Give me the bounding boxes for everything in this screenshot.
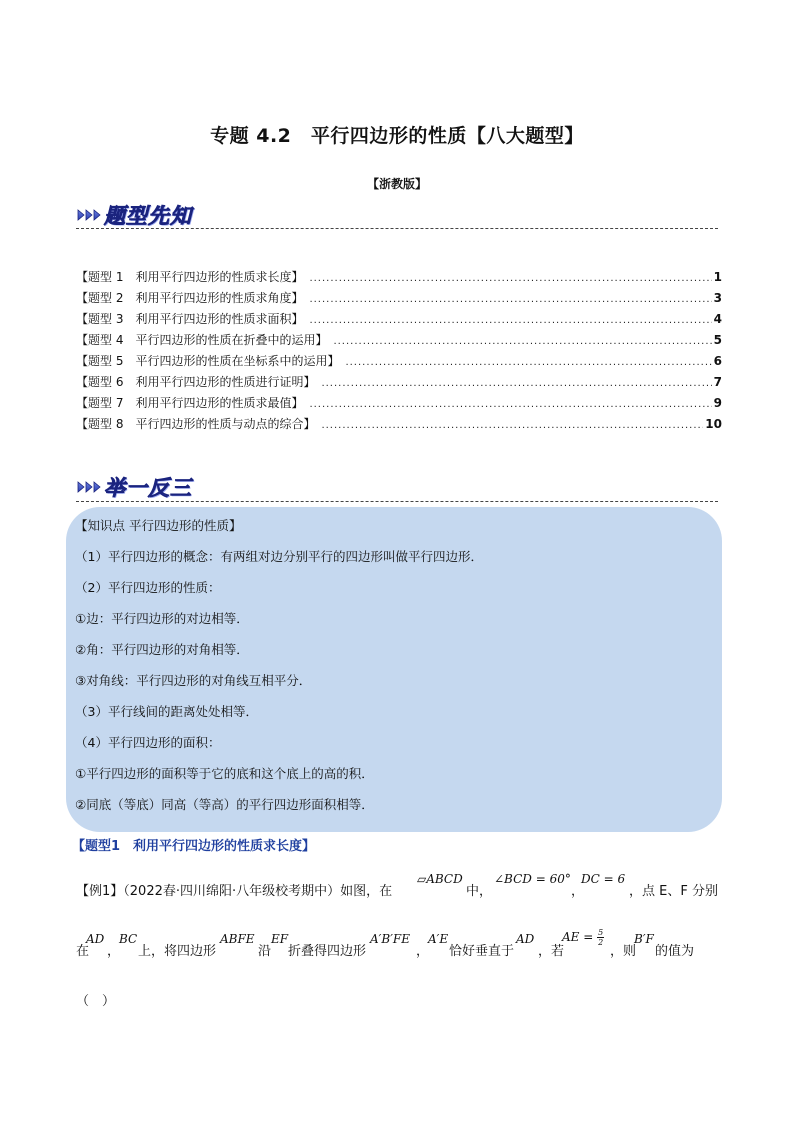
toc-entry[interactable] <box>76 373 722 394</box>
example-text: 沿 <box>258 944 272 959</box>
toc-leader-dots <box>333 336 711 347</box>
knowledge-line: ①边：平行四边形的对边相等． <box>75 611 249 626</box>
toc-leader-dots <box>345 357 711 368</box>
toc-page-number: 3 <box>713 291 722 305</box>
answer-blank: （ ） <box>76 994 116 1009</box>
math-dc: DC = 6 <box>581 872 626 886</box>
banner-title-practice: 举一反三 <box>104 476 192 500</box>
toc-leader-dots <box>309 399 711 410</box>
toc-page-number: 6 <box>713 354 722 368</box>
toc-entry[interactable] <box>76 415 722 436</box>
math-ae-prime: A′E <box>428 932 449 946</box>
knowledge-line: （1）平行四边形的概念：有两组对边分别平行的四边形叫做平行四边形． <box>75 549 483 564</box>
toc-page-number: 7 <box>713 375 722 389</box>
toc-entry-label: 【题型 6 利用平行四边形的性质进行证明】 <box>76 375 316 389</box>
example-text: 上，将四边形 <box>138 944 217 959</box>
divider-preview <box>76 228 718 229</box>
knowledge-line: （2）平行四边形的性质： <box>75 580 221 595</box>
example-text: 折叠得四边形 <box>288 944 367 959</box>
edition-label: 【浙教版】 <box>366 177 427 191</box>
example-line-1 <box>76 870 726 930</box>
fraction-denominator: 2 <box>598 938 604 947</box>
knowledge-line: ②角：平行四边形的对角相等． <box>75 642 249 657</box>
toc-entry-label: 【题型 3 利用平行四边形的性质求面积】 <box>76 312 304 326</box>
section-banner-practice <box>76 472 206 502</box>
example-line-2 <box>76 930 726 990</box>
math-bc: BC <box>119 932 138 946</box>
toc-page-number: 5 <box>713 333 722 347</box>
math-parallelogram: ▱ABCD <box>417 872 463 886</box>
example-text: 的值为 <box>655 944 695 959</box>
toc-entry[interactable] <box>76 394 722 415</box>
fraction <box>597 928 604 947</box>
example-text: ，则 <box>610 944 637 959</box>
math-abfe-prime: A′B′FE <box>370 932 411 946</box>
fraction-numerator: 5 <box>598 928 604 937</box>
knowledge-line: ②同底（等底）同高（等高）的平行四边形面积相等． <box>75 797 374 812</box>
example-text: ， <box>571 884 585 899</box>
knowledge-heading: 【知识点 平行四边形的性质】 <box>75 518 242 533</box>
example-line-3 <box>76 990 726 1020</box>
knowledge-line: ①平行四边形的面积等于它的底和这个底上的高的积． <box>75 766 374 781</box>
example-1 <box>76 870 726 1020</box>
divider-practice <box>76 501 718 502</box>
example-text: ，点 E、F 分别 <box>629 884 718 899</box>
toc-page-number: 9 <box>713 396 722 410</box>
knowledge-line: （4）平行四边形的面积： <box>75 735 221 750</box>
banner-title-preview: 题型先知 <box>104 204 192 228</box>
math-ef: EF <box>271 932 289 946</box>
example-text: 中， <box>466 884 493 899</box>
toc-page-number: 10 <box>705 417 722 431</box>
toc-page-number: 4 <box>713 312 722 326</box>
knowledge-box <box>66 507 722 832</box>
question-type-heading: 【题型1 利用平行四边形的性质求长度】 <box>72 839 316 854</box>
math-abfe: ABFE <box>220 932 255 946</box>
example-text: ，若 <box>538 944 565 959</box>
example-text: 在 <box>76 944 90 959</box>
math-ae <box>562 928 604 947</box>
math-ad: AD <box>86 932 105 946</box>
toc-page-number: 1 <box>713 270 722 284</box>
page-title: 专题 4.2 平行四边形的性质【八大题型】 <box>210 125 584 147</box>
toc-entry[interactable] <box>76 268 722 289</box>
math-ad: AD <box>516 932 535 946</box>
toc-entry-label: 【题型 4 平行四边形的性质在折叠中的运用】 <box>76 333 328 347</box>
toc-leader-dots <box>309 294 711 305</box>
toc-entry-label: 【题型 5 平行四边形的性质在坐标系中的运用】 <box>76 354 340 368</box>
toc-entry-label: 【题型 2 利用平行四边形的性质求角度】 <box>76 291 304 305</box>
knowledge-line: （3）平行线间的距离处处相等． <box>75 704 258 719</box>
toc-leader-dots <box>321 420 703 431</box>
example-text: ， <box>416 944 430 959</box>
example-text: 恰好垂直于 <box>449 944 515 959</box>
example-text: 【例1】（2022春·四川绵阳·八年级校考期中）如图，在 <box>76 884 393 899</box>
toc-entry[interactable] <box>76 289 722 310</box>
toc-leader-dots <box>321 378 711 389</box>
math-angle: ∠BCD = 60° <box>494 872 571 886</box>
toc-entry-label: 【题型 7 利用平行四边形的性质求最值】 <box>76 396 304 410</box>
math-ae-label: AE = <box>562 930 594 944</box>
math-bf-prime: B′F <box>634 932 654 946</box>
section-banner-preview <box>76 200 206 230</box>
toc-entry[interactable] <box>76 331 722 352</box>
toc-leader-dots <box>309 315 711 326</box>
knowledge-line: ③对角线：平行四边形的对角线互相平分． <box>75 673 312 688</box>
toc-entry[interactable] <box>76 352 722 373</box>
example-text: ， <box>107 944 121 959</box>
toc-entry-label: 【题型 1 利用平行四边形的性质求长度】 <box>76 270 304 284</box>
toc-entry[interactable] <box>76 310 722 331</box>
toc-leader-dots <box>309 273 711 284</box>
table-of-contents <box>76 268 722 436</box>
toc-entry-label: 【题型 8 平行四边形的性质与动点的综合】 <box>76 417 316 431</box>
